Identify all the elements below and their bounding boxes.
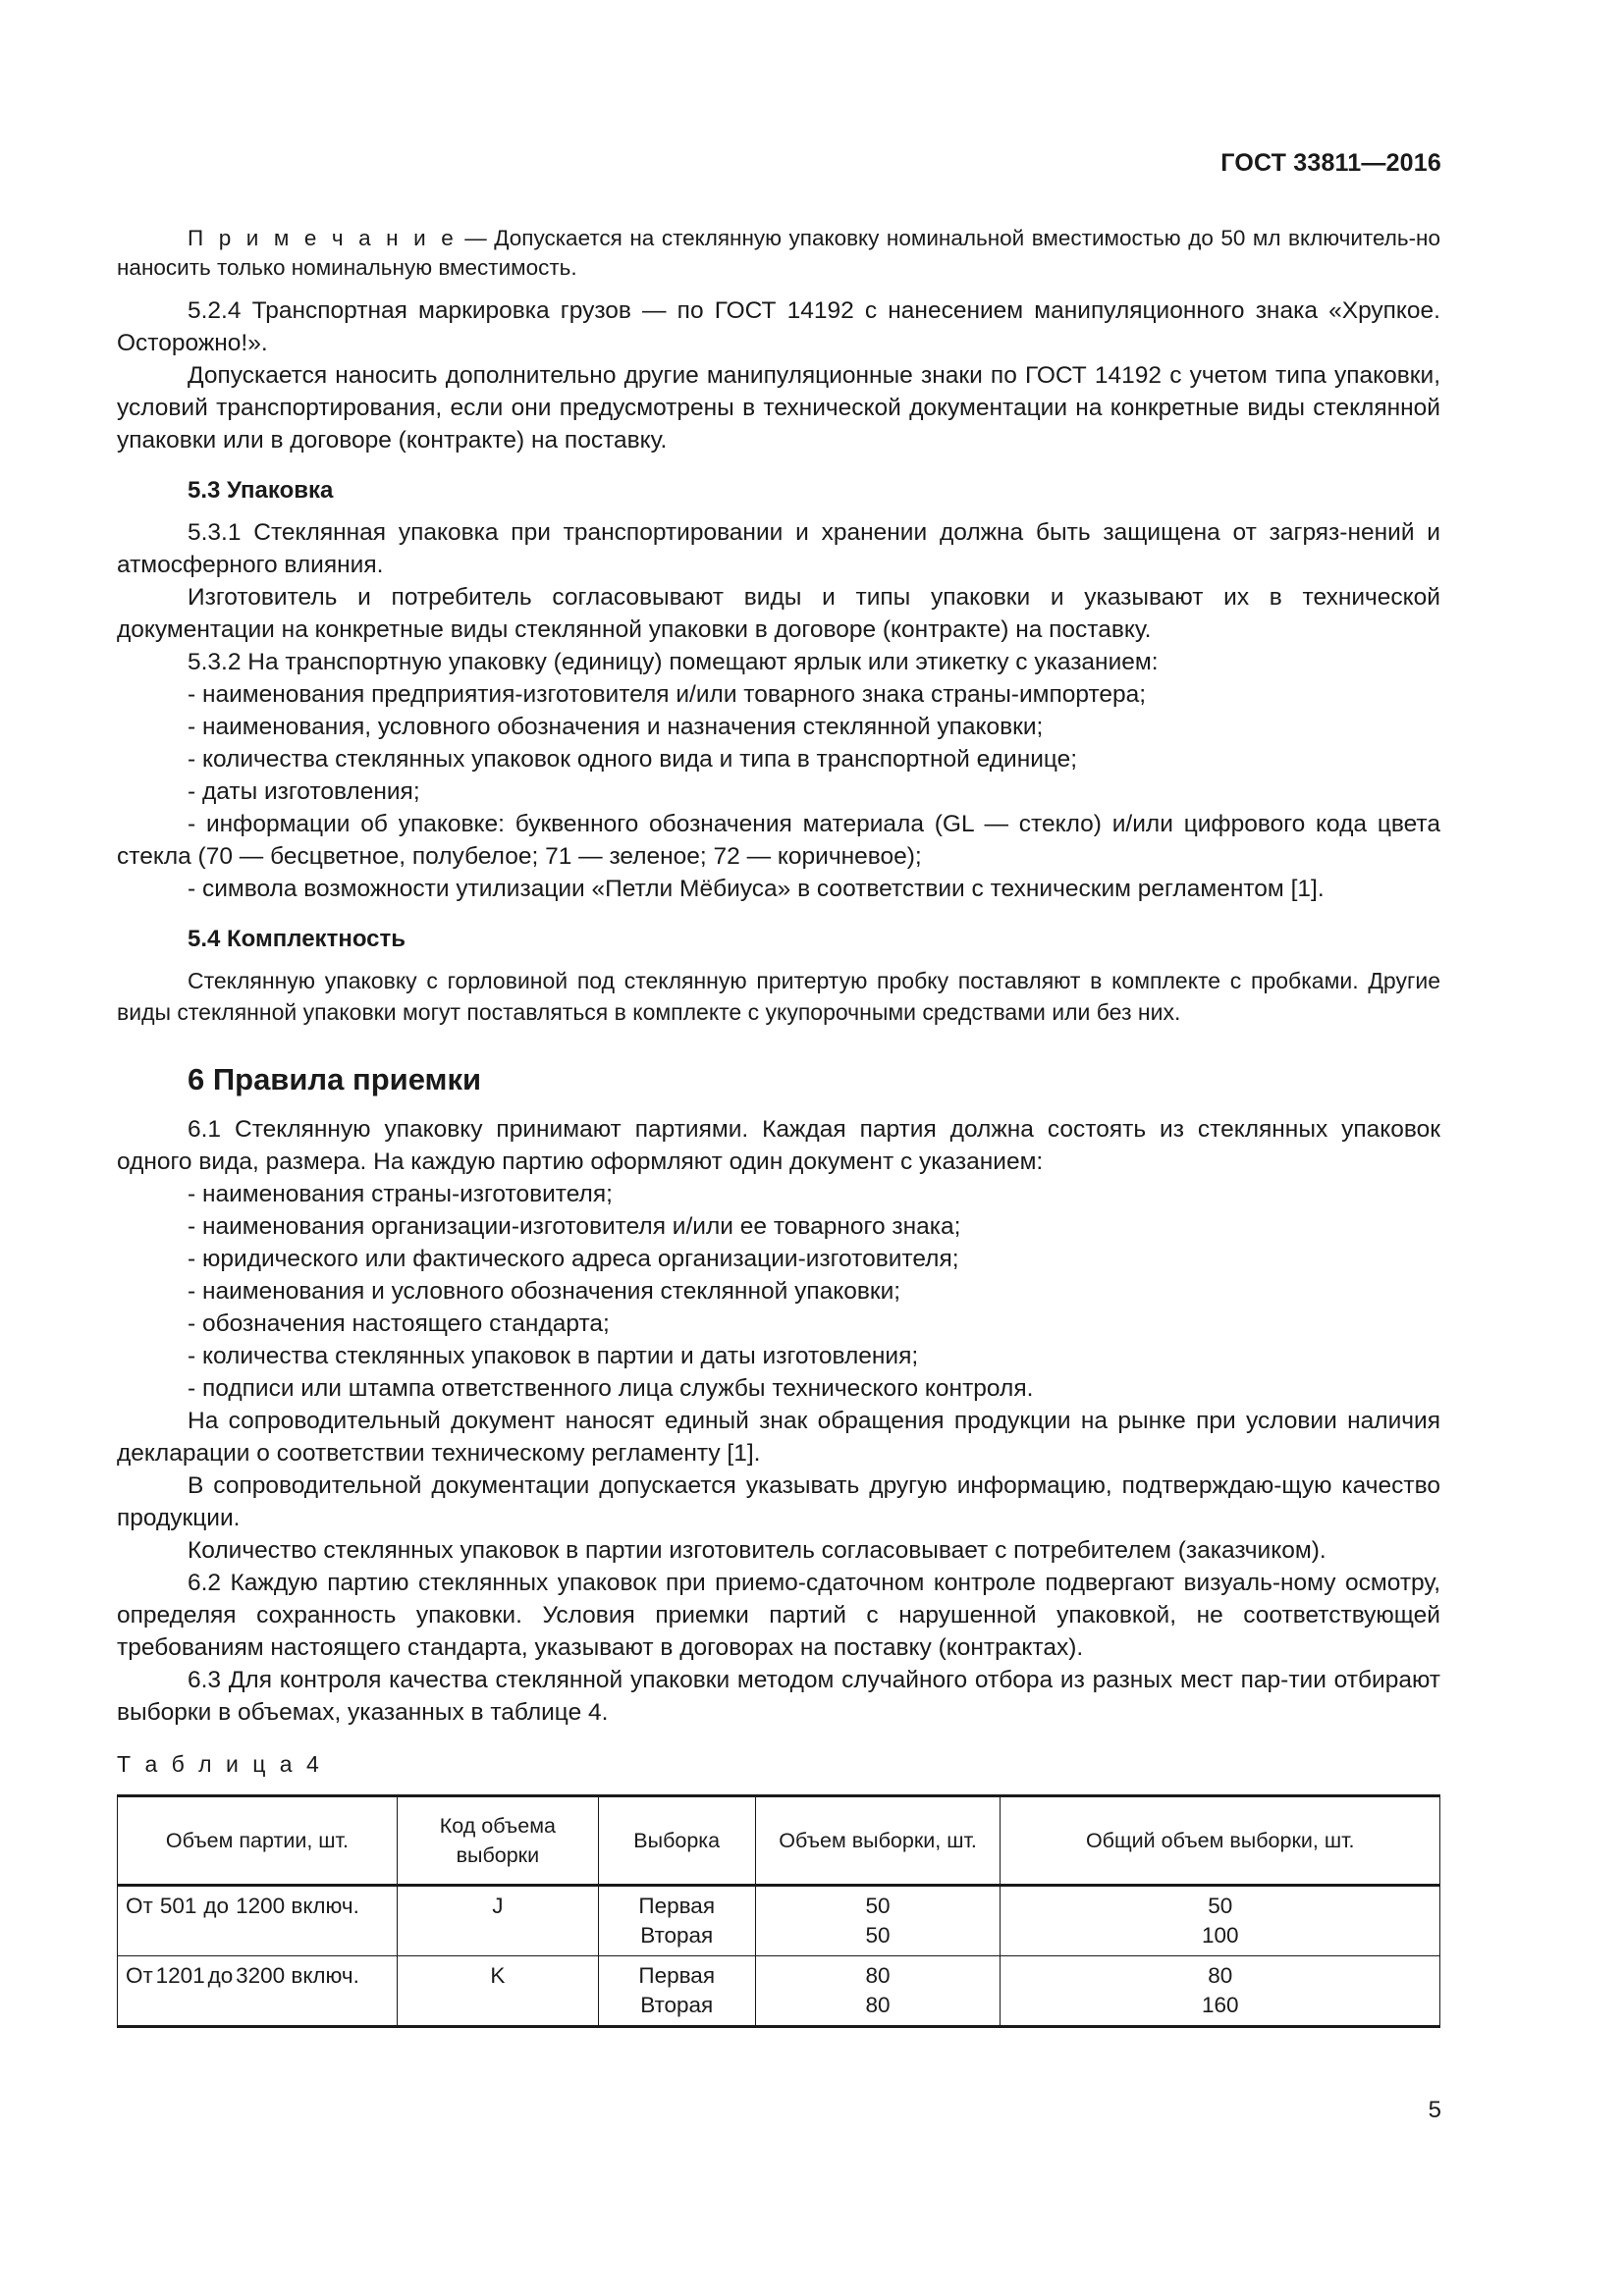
clause-5-3-2: 5.3.2 На транспортную упаковку (единицу) помещают ярлык или этикетку с указанием: — [188, 649, 1159, 675]
clause-5-3-1-extra: Изготовитель и потребитель согласовывают виды и типы упаковки и указывают их в технической документации на конкретные виды стеклянной упаковки в договоре (контракте) на поставку. — [117, 584, 1440, 643]
list-item: - наименования и условного обозначения стеклянной упаковки; — [188, 1278, 901, 1305]
section-heading-6: 6 Правила приемки — [188, 1062, 482, 1096]
list-item: - наименования, условного обозначения и назначения стеклянной упаковки; — [188, 714, 1044, 740]
sample-size-first: 80 — [865, 1963, 891, 1988]
list-item: - наименования страны-изготовителя; — [188, 1181, 613, 1207]
section-heading-5-4: 5.4 Комплектность — [188, 926, 406, 952]
clause-6-2: 6.2 Каждую партию стеклянных упаковок при приемо-сдаточном контроле подвергают визуаль-ному осмотру, определяя сохранность упаковки. Условия приемки партий с нарушенной упаковкой, не соответствующей требованиям настоящего стандарта, указывают в договорах на поставку (контрактах). — [117, 1570, 1440, 1661]
range-to: до — [203, 1894, 230, 1918]
range-min: 501 — [159, 1894, 197, 1918]
sample-size-cell — [755, 1956, 1001, 2027]
list-item: - символа возможности утилизации «Петли Мёбиуса» в соответствии с техническим регламентом [1]. — [188, 876, 1325, 902]
lot-range-cell — [118, 1886, 398, 1956]
list-item: - даты изготовления; — [188, 778, 420, 805]
clause-5-2-4-extra: Допускается наносить дополнительно другие манипуляционные знаки по ГОСТ 14192 с учетом типа упаковки, условий транспортирования, если они предусмотрены в технической документации на конкретные виды стеклянной упаковки или в договоре (контракте) на поставку. — [117, 362, 1440, 454]
list-item: - обозначения настоящего стандарта; — [188, 1310, 610, 1337]
sample-size-second: 80 — [865, 1993, 891, 2017]
sample-size-cell — [755, 1886, 1001, 1956]
sample-cell — [598, 1886, 755, 1956]
sample-first: Первая — [638, 1963, 716, 1988]
column-header: Выборка — [598, 1796, 755, 1886]
sample-code-cell: J — [397, 1886, 598, 1956]
page-number: 5 — [1428, 2097, 1441, 2123]
total-size-cell — [1001, 1886, 1440, 1956]
list-item: - юридического или фактического адреса организации-изготовителя; — [188, 1246, 959, 1272]
sample-size-first: 50 — [865, 1894, 891, 1918]
sample-size-second: 50 — [865, 1923, 891, 1948]
sampling-table — [117, 1794, 1440, 2028]
list-item: - подписи или штампа ответственного лица службы технического контроля. — [188, 1375, 1034, 1402]
table-header-row — [118, 1796, 1440, 1886]
range-max: 3200 включ. — [236, 1963, 359, 1988]
total-size-first: 80 — [1208, 1963, 1233, 1988]
clause-5-2-4: 5.2.4 Транспортная маркировка грузов — по ГОСТ 14192 с нанесением манипуляционного знака «Хрупкое. Осторожно!». — [117, 297, 1440, 356]
document-code-header: ГОСТ 33811—2016 — [1220, 149, 1441, 177]
table-caption: Т а б л и ц а 4 — [117, 1751, 323, 1777]
table-row — [118, 1956, 1440, 2027]
range-min: 1201 — [155, 1963, 205, 1988]
column-header: Код объема выборки — [397, 1796, 598, 1886]
total-size-second: 100 — [1201, 1923, 1239, 1948]
sample-first: Первая — [638, 1894, 716, 1918]
total-size-first: 50 — [1208, 1894, 1233, 1918]
range-from: От — [126, 1963, 153, 1988]
total-size-cell — [1001, 1956, 1440, 2027]
page-content — [117, 224, 1440, 2028]
list-item: - наименования предприятия-изготовителя и/или товарного знака страны-импортера; — [188, 681, 1147, 708]
sample-second: Вторая — [640, 1923, 714, 1948]
column-header: Объем партии, шт. — [118, 1796, 398, 1886]
section-heading-5-3: 5.3 Упаковка — [188, 477, 334, 504]
range-from: От — [126, 1894, 153, 1918]
range-max: 1200 включ. — [236, 1894, 359, 1918]
column-header: Общий объем выборки, шт. — [1001, 1796, 1440, 1886]
list-item: - наименования организации-изготовителя и/или ее товарного знака; — [188, 1213, 961, 1240]
list-item: - количества стеклянных упаковок одного вида и типа в транспортной единице; — [188, 746, 1078, 773]
note-text: — Допускается на стеклянную упаковку номинальной вместимостью до 50 мл включитель-но наносить только номинальную вместимость. — [117, 226, 1440, 280]
range-to: до — [207, 1963, 234, 1988]
table-row — [118, 1886, 1440, 1956]
clause-6-3: 6.3 Для контроля качества стеклянной упаковки методом случайного отбора из разных мест пар-тии отбирают выборки в объемах, указанных в таблице 4. — [117, 1667, 1440, 1726]
note-paragraph — [117, 224, 1440, 283]
clause-6-1: 6.1 Стеклянную упаковку принимают партиями. Каждая партия должна состоять из стеклянных упаковок одного вида, размера. На каждую партию оформляют один документ с указанием: — [117, 1116, 1440, 1175]
clause-6-1-sign: На сопроводительный документ наносят единый знак обращения продукции на рынке при условии наличия декларации о соответствии техническому регламенту [1]. — [117, 1408, 1440, 1467]
clause-5-3-1: 5.3.1 Стеклянная упаковка при транспортировании и хранении должна быть защищена от загряз-нений и атмосферного влияния. — [117, 519, 1440, 578]
note-label: П р и м е ч а н и е — [188, 226, 458, 250]
clause-5-4: Стеклянную упаковку с горловиной под стеклянную притертую пробку поставляют в комплекте с пробками. Другие виды стеклянной упаковки могут поставляться в комплекте с укупорочными средствами или без них. — [117, 968, 1440, 1025]
list-item: - информации об упаковке: буквенного обозначения материала (GL — стекло) и/или цифрового кода цвета стекла (70 — бесцветное, полубелое; 71 — зеленое; 72 — коричневое); — [117, 811, 1440, 870]
clause-6-1-docs: В сопроводительной документации допускается указывать другую информацию, подтверждаю-щую качество продукции. — [117, 1472, 1440, 1531]
sample-second: Вторая — [640, 1993, 714, 2017]
clause-6-1-quantity: Количество стеклянных упаковок в партии изготовитель согласовывает с потребителем (заказчиком). — [188, 1537, 1326, 1564]
total-size-second: 160 — [1201, 1993, 1239, 2017]
lot-range-cell — [118, 1956, 398, 2027]
column-header: Объем выборки, шт. — [755, 1796, 1001, 1886]
list-item: - количества стеклянных упаковок в партии и даты изготовления; — [188, 1343, 919, 1369]
sample-code-cell: K — [397, 1956, 598, 2027]
sample-cell — [598, 1956, 755, 2027]
